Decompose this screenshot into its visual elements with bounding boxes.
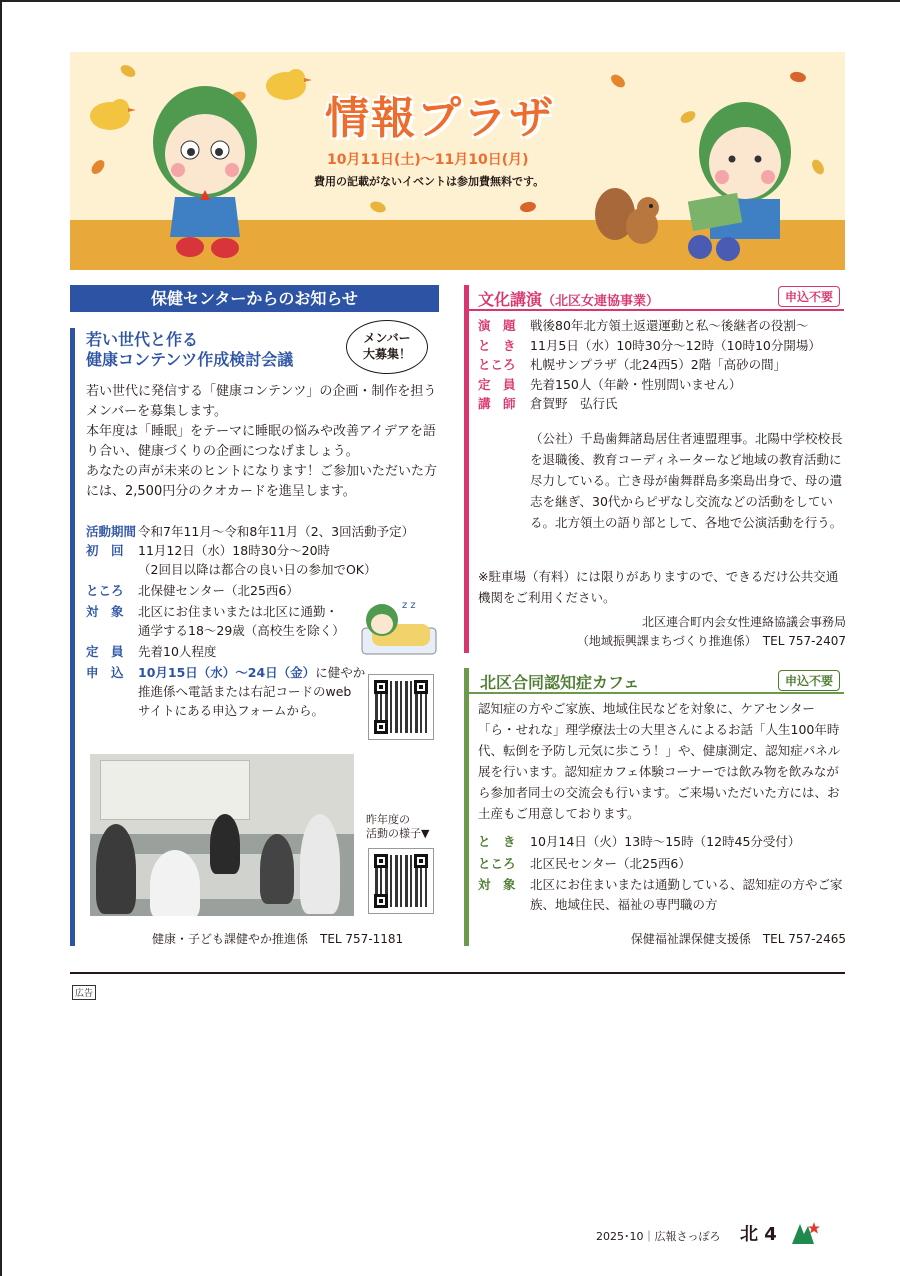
detail-label [86,560,138,579]
apply-text: サイトにある申込フォームから。 [138,703,325,718]
leaf-icon [89,158,107,177]
health-body-paragraph: 若い世代に発信する「健康コンテンツ」の企画・制作を担うメンバーを募集します。 [86,384,437,419]
detail-row [478,375,846,395]
qr-code-icon[interactable] [368,674,434,740]
detail-row [478,316,846,336]
dementia-contact: 保健福祉課保健支援係 TEL 757-2465 [630,932,846,946]
dementia-side-bar [464,668,469,946]
culture-title [478,287,659,310]
detail-row [86,522,440,541]
divider [70,972,845,974]
detail-value: 北区にお住まいまたは通勤している、認知症の方やご家族、地域住民、福祉の専門職の方 [530,877,843,912]
apply-label: 申 込 [86,665,124,680]
footer-issue: 2025･10｜広報さっぽろ [596,1230,721,1243]
banner-dates: 10月11日(土)～11月10日(月) [327,152,529,168]
mascot-right-icon [670,97,820,262]
health-title-line1: 若い世代と作る [86,330,199,349]
detail-value: （2回目以降は都合の良い日の参加でOK） [138,562,377,577]
detail-label: 講 師 [478,396,516,411]
detail-label: ところ [478,855,516,871]
leaf-icon [789,71,806,84]
bubble-line2: 大募集！ [362,347,411,361]
detail-value: 北保健センター（北25西6） [138,583,299,598]
health-article-title [86,330,293,370]
detail-value: 戦後80年北方領土返還運動と私～後継者の役割～ [530,318,809,333]
apply-text: に健やか [315,665,366,680]
detail-value: 先着10人程度 [138,644,217,659]
no-registration-badge: 申込不要 [778,670,840,691]
photo-caption [366,813,429,841]
health-section-header: 保健センターからのお知らせ [70,285,439,312]
banner-title: 情報プラザ [325,93,555,144]
page-number: 4 [764,1224,777,1245]
detail-value: 令和7年11月～令和8年11月（2、3回活動予定） [138,524,415,539]
detail-value: 10月14日（火）13時～15時（12時45分受付） [530,834,801,849]
health-side-bar [70,328,75,946]
detail-value: 11月12日（水）18時30分～20時 [138,543,331,558]
health-body-paragraph: 本年度は「睡眠」をテーマに睡眠の悩みや改善アイデアを語り合い、健康づくりの企画につなげましょう。 [86,424,436,459]
detail-label: 対 象 [478,877,516,892]
detail-row [478,854,846,874]
detail-label: と き [478,834,516,849]
sleeping-mascot-icon [358,594,440,660]
detail-value: 札幌サンプラザ（北24西5）2階「高砂の間」 [530,357,787,372]
detail-label: ところ [86,583,124,598]
dementia-body: 認知症の方やご家族、地域住民などを対象に、ケアセンター「ら・せれな」理学療法士の大里さんによるお話「人生100年時代、転倒を予防し元気に歩こう！」や、健康測定、認知症パネル展を行います。認知症カフェ体験コーナーでは飲み物を飲みながら参加者同士の交流会も行います。ご来場いただいた方には、お土産もご用意しております。 [478,701,841,821]
detail-label: 活動期間 [86,524,137,539]
detail-label: 対 象 [86,604,124,619]
detail-row [478,832,846,852]
banner [70,52,845,270]
detail-label: と き [478,337,516,353]
culture-side-bar [464,285,469,653]
detail-value: 先着150人（年齢・性別問いません） [530,376,742,392]
bubble-line1: メンバー [363,331,411,345]
detail-row [86,560,440,579]
detail-label: 定 員 [478,376,516,392]
culture-title-sub: （北区女連協事業） [542,294,660,309]
culture-details [478,316,846,414]
recruit-bubble [346,320,428,374]
banner-note: 費用の記載がないイベントは参加費無料です。 [314,175,545,188]
detail-value: 倉賀野 弘行氏 [530,396,618,411]
detail-row [478,875,846,914]
health-body [86,382,440,502]
bird-icon [82,88,138,136]
culture-contact-line: 北区連合町内会女性連絡協議会事務局 [641,615,846,629]
health-title-line2: 健康コンテンツ作成検討会議 [86,350,294,369]
ward-logo-icon [790,1220,820,1246]
lecturer-bio: （公社）千島歯舞諸島居住者連盟理事。北陽中学校校長を退職後、教育コーディネーターなど地域の教育活動に尽力している。亡き母が歯舞群島多楽島出身で、母の遺志を継ぎ、30代からピザなし交流などの活動をしている。北方領土の語り部として、各地で公演活動を行う。 [530,431,843,530]
detail-row [86,541,440,560]
qr-code-icon[interactable] [368,848,434,914]
dementia-title: 北区合同認知症カフェ [480,673,640,692]
leaf-icon [609,72,628,90]
detail-label [86,621,138,640]
apply-dates: 10月15日（水）～24日（金） [138,665,316,680]
detail-value: 通学する18～29歳（高校生を除く） [138,623,345,638]
detail-value: 北区民センター（北25西6） [530,855,691,871]
apply-text: 推進係へ電話または右記コードのweb [138,684,352,699]
dementia-details [478,832,846,914]
photo-caption-line: 昨年度の [366,813,410,826]
detail-label: 定 員 [86,644,124,659]
activity-photo [90,754,354,916]
detail-row [478,355,846,375]
parking-notice: ※駐車場（有料）には限りがありますので、できるだけ公共交通機関をご利用ください。 [478,569,839,605]
culture-title-main: 文化講演 [478,290,543,309]
health-contact: 健康・子ども課健やか推進係 TEL 757-1181 [152,932,404,946]
svg-text:z z: z z [402,600,416,611]
culture-contact [478,613,846,651]
footer-page-number [740,1220,777,1246]
ward-label: 北 [740,1224,758,1245]
no-registration-badge: 申込不要 [778,286,840,307]
squirrel-icon [590,184,670,254]
detail-label: 演 題 [478,318,516,333]
detail-row [478,336,846,356]
leaf-icon [519,201,536,214]
leaf-icon [369,200,387,215]
health-body-paragraph: あなたの声が未来のヒントになります！ご参加いただいた方には、2,500円分のクオカードを進呈します。 [86,464,438,499]
detail-value: 11月5日（水）10時30分～12時（10時10分開場） [530,337,821,353]
ad-label: 広告 [72,985,96,1000]
culture-contact-line: （地域振興課まちづくり推進係） TEL 757-2407 [576,634,846,648]
photo-caption-line: 活動の様子▼ [366,827,430,840]
bird-icon [258,58,314,106]
detail-label: 初 回 [86,543,124,558]
detail-row [478,394,846,414]
detail-value: 北区にお住まいまたは北区に通勤・ [138,604,339,619]
detail-label: ところ [478,357,516,372]
